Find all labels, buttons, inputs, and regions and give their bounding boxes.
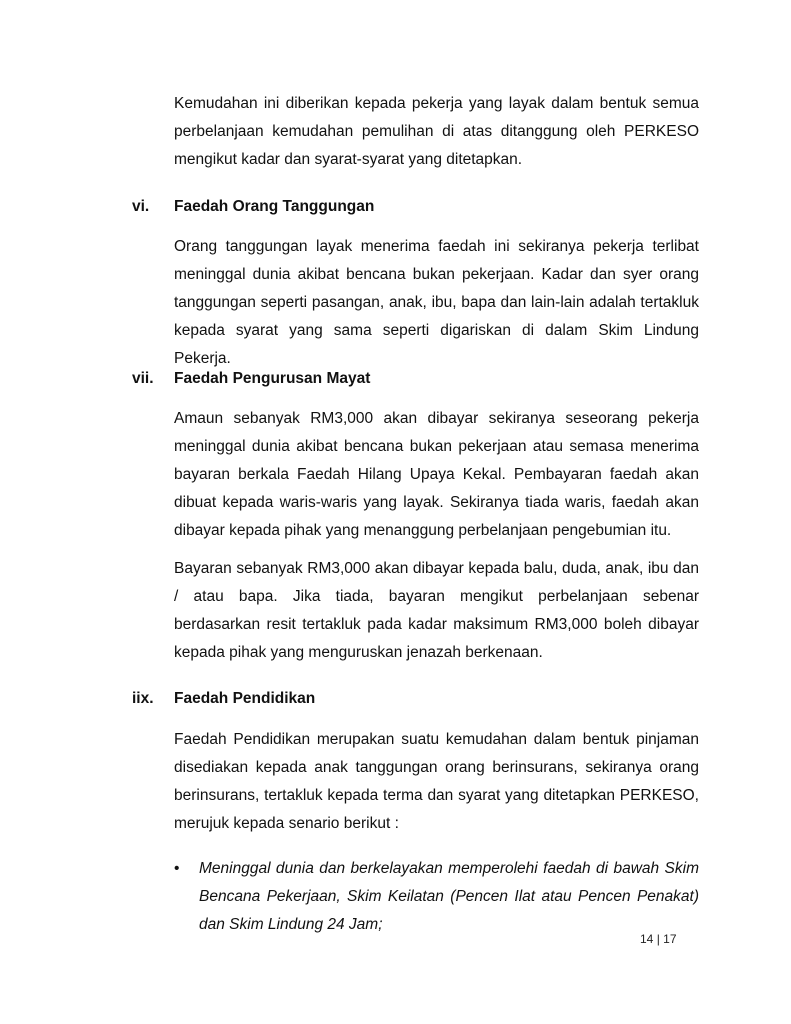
page-separator: | xyxy=(656,932,660,946)
section-paragraph: Orang tanggungan layak menerima faedah ini sekiranya pekerja terlibat meninggal dunia akibat bencana bukan pekerjaan. Kadar dan syer orang tanggungan seperti pasangan, anak, ibu, bapa dan lain-lain adalah tertakluk kepada syarat yang sama seperti digariskan di dalam Skim Lindung Pekerja. xyxy=(174,238,699,367)
bullet-icon: • xyxy=(174,860,180,877)
total-pages: 17 xyxy=(663,932,677,946)
section-paragraph: Bayaran sebanyak RM3,000 akan dibayar kepada balu, duda, anak, ibu dan / atau bapa. Jika tiada, bayaran mengikut perbelanjaan sebenar berdasarkan resit tertakluk pada kadar maksimum RM3,000 boleh dibayar kepada pihak yang menguruskan jenazah berkenaan. xyxy=(174,560,699,661)
section-number: vii. xyxy=(132,370,154,387)
section-title: Faedah Pendidikan xyxy=(174,690,316,707)
section-title: Faedah Orang Tanggungan xyxy=(174,198,375,215)
section-heading-vii xyxy=(132,369,370,389)
page-number: 14 xyxy=(640,932,654,946)
section-title: Faedah Pengurusan Mayat xyxy=(174,370,371,387)
section-paragraph: Amaun sebanyak RM3,000 akan dibayar sekiranya seseorang pekerja meninggal dunia akibat bencana bukan pekerjaan atau semasa menerima bayaran berkala Faedah Hilang Upaya Kekal. Pembayaran faedah akan dibuat kepada waris-waris yang layak. Sekiranya tiada waris, faedah akan dibayar kepada pihak yang menanggung perbelanjaan pengebumian itu. xyxy=(174,410,699,539)
section-number: vi. xyxy=(132,198,150,215)
intro-paragraph: Kemudahan ini diberikan kepada pekerja yang layak dalam bentuk semua perbelanjaan kemudahan pemulihan di atas ditanggung oleh PERKESO mengikut kadar dan syarat-syarat yang ditetapkan. xyxy=(174,95,699,168)
page-footer xyxy=(640,932,677,946)
section-heading-vi xyxy=(132,197,374,217)
list-item xyxy=(174,855,699,939)
section-paragraph: Faedah Pendidikan merupakan suatu kemudahan dalam bentuk pinjaman disediakan kepada anak tanggungan orang berinsurans, sekiranya orang berinsurans, tertakluk kepada terma dan syarat yang ditetapkan PERKESO, merujuk kepada senario berikut : xyxy=(174,731,699,832)
list-item-text: Meninggal dunia dan berkelayakan memperolehi faedah di bawah Skim Bencana Pekerjaan, Skim Keilatan (Pencen Ilat atau Pencen Penakat) dan Skim Lindung 24 Jam; xyxy=(199,860,699,933)
section-heading-iix xyxy=(132,689,315,709)
section-number: iix. xyxy=(132,690,154,707)
